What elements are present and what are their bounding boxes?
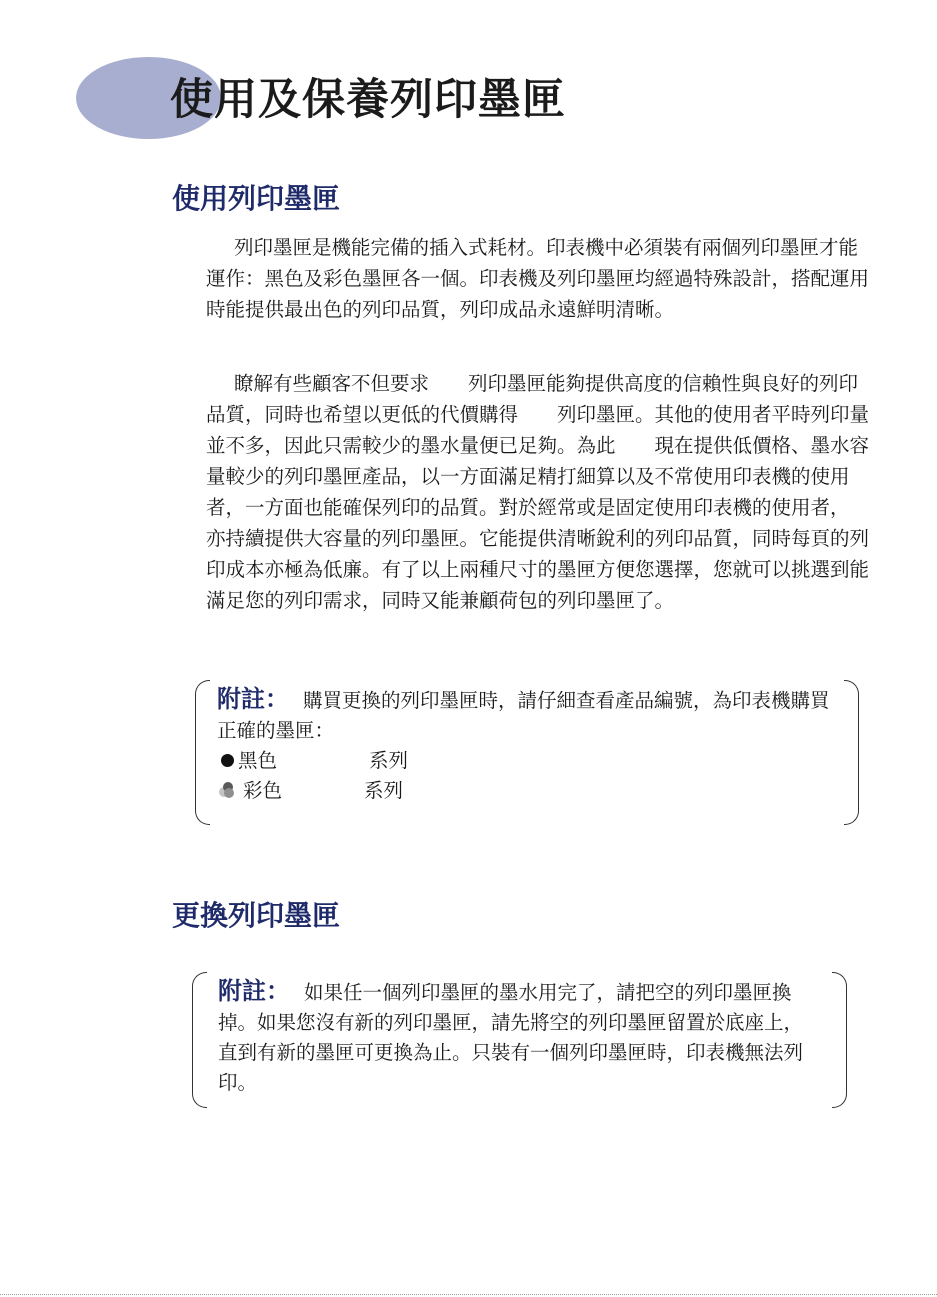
note-body: 購買更換的列印墨匣時，請仔細查看產品編號，為印表機購買正確的墨匣： <box>217 689 830 742</box>
paragraph-intro: 列印墨匣是機能完備的插入式耗材。印表機中必須裝有兩個列印墨匣才能運作：黑色及彩色墨匣各一個。印表機及列印墨匣均經過特殊設計，搭配運用時能提供最出色的列印品質，列印成品永遠鮮明清晰。 <box>206 236 870 321</box>
note-body: 如果任一個列印墨匣的墨水用完了，請把空的列印墨匣換掉。如果您沒有新的列印墨匣，請先將空的列印墨匣留置於底座上，直到有新的墨匣可更換為止。只裝有一個列印墨匣時，印表機無法列印。 <box>218 981 804 1094</box>
black-dot-icon <box>221 754 234 767</box>
list-item-color-series <box>217 776 847 806</box>
footer-rule <box>0 1294 937 1295</box>
color-dots-icon <box>219 782 237 798</box>
page-title: 使用及保養列印墨匣 <box>170 75 566 125</box>
series-label: 系列 <box>364 779 404 802</box>
color-label: 彩色 <box>243 779 283 802</box>
list-item-black-series <box>217 746 847 776</box>
note-text-purchase <box>217 684 847 806</box>
note-box-replace <box>192 972 847 1108</box>
section-heading-use: 使用列印墨匣 <box>172 182 341 215</box>
series-label: 系列 <box>369 749 409 772</box>
note-label: 附註： <box>218 977 290 1005</box>
note-label: 附註： <box>217 685 289 713</box>
note-box-purchase <box>195 680 859 825</box>
note-text-replace <box>218 976 818 1098</box>
paragraph-options: 瞭解有些顧客不但要求 列印墨匣能夠提供高度的信賴性與良好的列印品質，同時也希望以更低的代價購得 列印墨匣。其他的使用者平時列印量並不多，因此只需較少的墨水量便已足夠。為此 現在提供低價格、墨水容量較少的列印墨匣產品，以一方面滿足精打細算以及不常使用印表機的使用者，一方面也能確保列印的品質。對於經常或是固定使用印表機的使用者， 亦持續提供大容量的列印墨匣。它能提供清晰銳利的列印品質，同時每頁的列印成本亦極為低廉。有了以上兩種尺寸的墨匣方便您選擇，您就可以挑選到能滿足您的列印需求，同時又能兼顧荷包的列印墨匣了。 <box>206 372 879 612</box>
black-label: 黑色 <box>238 749 278 772</box>
section-heading-replace: 更換列印墨匣 <box>172 899 341 932</box>
